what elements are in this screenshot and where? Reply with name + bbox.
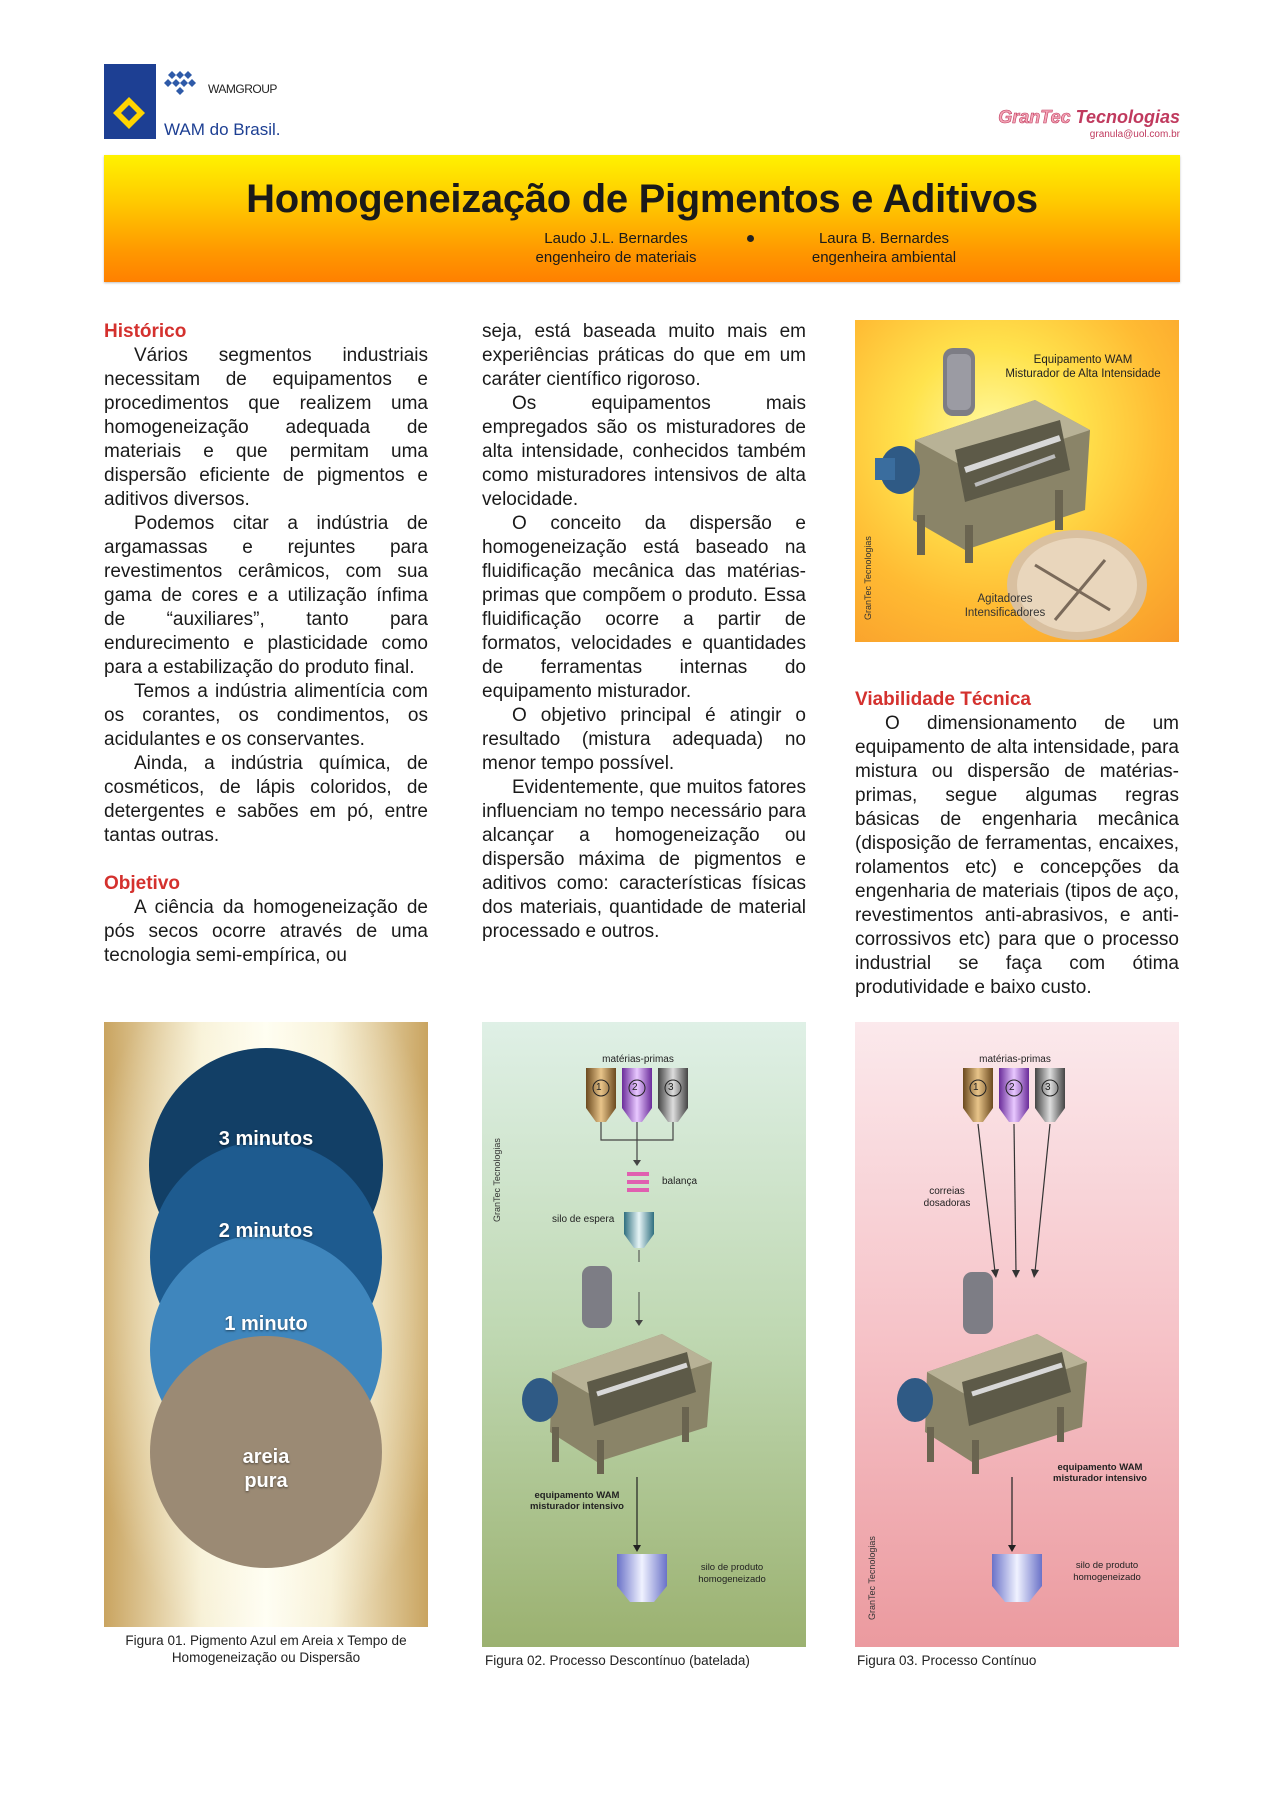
label-areia-pura: areia pura xyxy=(242,1446,290,1492)
wam-diamond-icon xyxy=(112,96,146,130)
title-banner xyxy=(104,155,1180,282)
wam-logo xyxy=(104,64,294,144)
hopper-number-2: 2 xyxy=(1009,1082,1015,1093)
grantec-brand xyxy=(998,107,1180,140)
figure-2-caption: Figura 02. Processo Descontínuo (batelada) xyxy=(485,1653,750,1668)
figure-2-batch-process xyxy=(482,1022,806,1647)
heading-historico: Histórico xyxy=(104,321,187,342)
paragraph: Temos a indústria alimentícia com os corantes, os condimentos, os acidulantes e os conservantes. xyxy=(104,681,428,750)
column-3 xyxy=(855,688,1179,1000)
batch-process-svg xyxy=(482,1022,806,1647)
grantec-email: granula@uol.com.br xyxy=(1089,129,1180,140)
mixer-label: Equipamento WAM Misturador de Alta Intensidade xyxy=(1005,354,1161,380)
grantec-name: GranTec Tecnologias xyxy=(998,107,1180,127)
column-2 xyxy=(482,320,806,944)
figure-3-continuous-process xyxy=(855,1022,1179,1647)
hopper-3 xyxy=(658,1068,688,1122)
paragraph: Podemos citar a indústria de argamassas e rejuntes para revestimentos cerâmicos, com sua gama de cores e a utilização ínfima de “auxiliares”, tanto para endurecimento e plasticidade como para a estabilização do produto final. xyxy=(104,513,428,678)
hopper-1 xyxy=(586,1068,616,1122)
column-1 xyxy=(104,320,428,968)
paragraph: Ainda, a indústria química, de cosméticos, de lápis coloridos, de detergentes e sabões em pó, entre tantas outras. xyxy=(104,753,428,846)
figure-mixer-photo xyxy=(855,320,1179,642)
equipamento-label: equipamento WAM misturador intensivo xyxy=(530,1490,624,1512)
paragraph: O dimensionamento de um equipamento de alta intensidade, para mistura ou dispersão de matérias-primas, segue algumas regras básicas de engenharia mecânica (disposição de ferramentas, encaixes, rolamentos etc) e concepções da engenharia de materiais (tipos de aço, revestimentos anti-abrasivos, e anti-corrossivos etc) para que o processo industrial se faça com ótima produtividade e baixo custo. xyxy=(855,713,1179,998)
author-1: Laudo J.L. Bernardes engenheiro de materiais xyxy=(535,230,697,266)
materias-primas-label: matérias-primas xyxy=(979,1054,1051,1065)
grantec-vertical-label: GranTec Tecnologias xyxy=(867,1536,877,1620)
hopper-number-1: 1 xyxy=(596,1082,602,1093)
silo-espera-label: silo de espera xyxy=(552,1214,615,1225)
equipamento-label: equipamento WAM misturador intensivo xyxy=(1053,1462,1147,1484)
grantec-vertical-label: GranTec Tecnologias xyxy=(492,1138,502,1222)
hopper-2 xyxy=(622,1068,652,1122)
paragraph: Os equipamentos mais empregados são os misturadores de alta intensidade, conhecidos também como misturadores intensivos de alta velocidade. xyxy=(482,393,806,510)
hopper-number-1: 1 xyxy=(973,1082,979,1093)
wamgroup-text: WAMGROUP xyxy=(208,82,277,96)
heading-viabilidade: Viabilidade Técnica xyxy=(855,689,1032,710)
paragraph: seja, está baseada muito mais em experiências práticas do que em um caráter científico rigoroso. xyxy=(482,321,806,390)
wam-logo-box xyxy=(104,64,156,139)
materias-primas-label: matérias-primas xyxy=(602,1054,674,1065)
author-2: Laura B. Bernardes engenheira ambiental xyxy=(811,230,957,266)
figure-1-caption: Figura 01. Pigmento Azul em Areia x Tempo de Homogeneização ou Dispersão xyxy=(125,1633,407,1665)
silo-produto-label: silo de produto homogeneizado xyxy=(698,1562,766,1585)
heading-objetivo: Objetivo xyxy=(104,873,181,894)
hopper-2 xyxy=(999,1068,1029,1122)
paragraph: Evidentemente, que muitos fatores influenciam no tempo necessário para alcançar a homogeneização ou dispersão máxima de pigmentos e aditivos como: características físicas dos materiais, quantidade de material processado e outros. xyxy=(482,777,806,942)
continuous-process-svg xyxy=(855,1022,1179,1647)
hopper-number-3: 3 xyxy=(1045,1082,1051,1093)
hopper-number-2: 2 xyxy=(632,1082,638,1093)
author-separator-bullet xyxy=(747,235,754,242)
paragraph: O objetivo principal é atingir o resultado (mistura adequada) no menor tempo possível. xyxy=(482,705,806,774)
page-title: Homogeneização de Pigmentos e Aditivos xyxy=(246,177,1038,221)
hopper-1 xyxy=(963,1068,993,1122)
hopper-3 xyxy=(1035,1068,1065,1122)
hopper-number-3: 3 xyxy=(668,1082,674,1093)
figure-1-pigment-circles xyxy=(104,1022,428,1627)
label-3-minutos: 3 minutos xyxy=(218,1128,314,1150)
paragraph: Vários segmentos industriais necessitam de equipamentos e procedimentos que realizem uma homogeneização adequada de materiais e que permitam uma dispersão eficiente de pigmentos e aditivos diversos. xyxy=(104,345,428,510)
paragraph: A ciência da homogeneização de pós secos ocorre através de uma tecnologia semi-empírica, ou xyxy=(104,897,428,966)
figure-3-caption: Figura 03. Processo Contínuo xyxy=(857,1653,1037,1668)
silo-produto-label: silo de produto homogeneizado xyxy=(1073,1560,1141,1583)
grantec-vertical-label: GranTec Tecnologias xyxy=(863,536,873,620)
agitadores-label: Agitadores Intensificadores xyxy=(964,593,1046,619)
correias-label: correias dosadoras xyxy=(923,1186,971,1209)
wam-brasil-text: WAM do Brasil. xyxy=(164,120,281,139)
balanca-label: balança xyxy=(662,1176,698,1187)
paragraph: O conceito da dispersão e homogeneização está baseado na fluidificação mecânica das matérias-primas que compõem o produto. Essa fluidificação ocorre a partir de formatos, velocidades e quantidades de ferramentas internas do equipamento misturador. xyxy=(482,513,806,702)
label-2-minutos: 2 minutos xyxy=(218,1220,314,1242)
label-1-minuto: 1 minuto xyxy=(224,1313,308,1335)
